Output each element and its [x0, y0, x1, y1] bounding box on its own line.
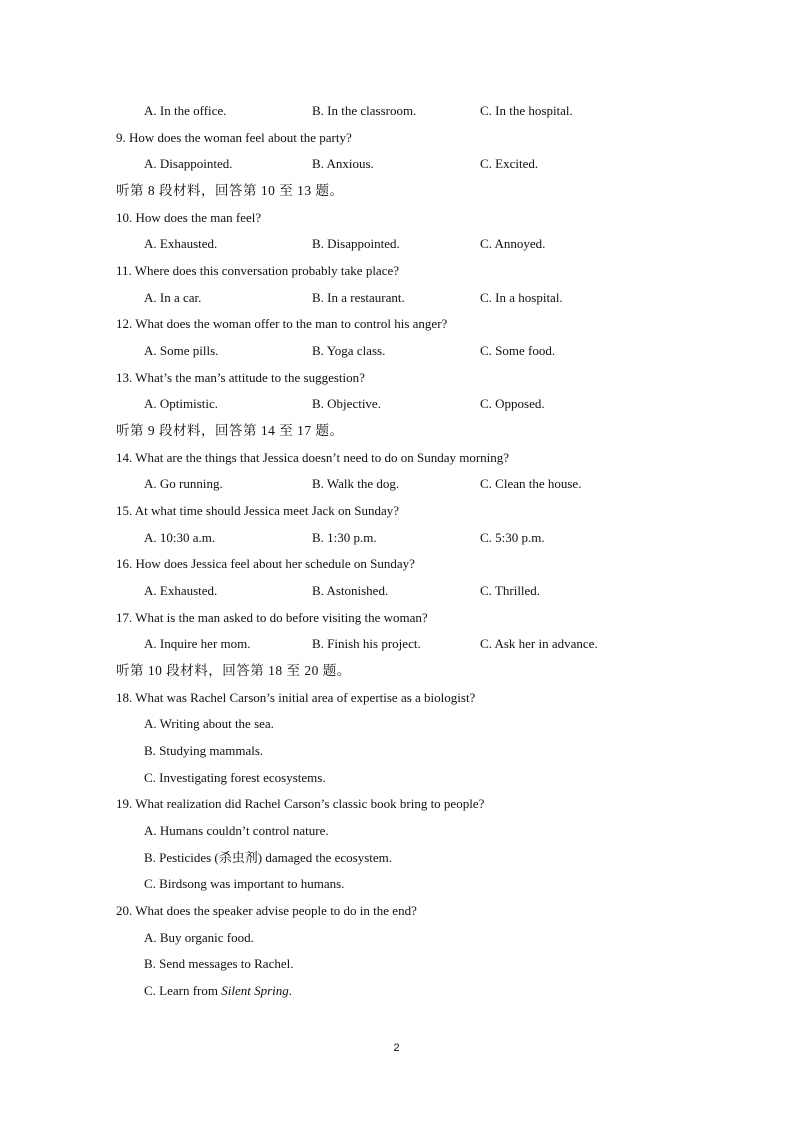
- q14-question: 14. What are the things that Jessica doesn’t need to do on Sunday morning?: [116, 450, 510, 465]
- q17-option-c: C. Ask her in advance.: [480, 636, 598, 651]
- q14-option-a: A. Go running.: [144, 476, 223, 491]
- page-number: 2: [393, 1042, 400, 1054]
- section-8-heading: 听第 8 段材料，回答第 10 至 13 题。: [116, 183, 344, 198]
- q14-option-c: C. Clean the house.: [480, 476, 582, 491]
- q13-option-b: B. Objective.: [312, 396, 381, 411]
- q19-option-b: B. Pesticides (杀虫剂) damaged the ecosystem.: [144, 850, 393, 865]
- q20-option-c-prefix: C. Learn from: [144, 983, 222, 998]
- q13-option-a: A. Optimistic.: [144, 396, 219, 411]
- q8-option-b: B. In the classroom.: [312, 103, 417, 118]
- q11-question: 11. Where does this conversation probably take place?: [116, 263, 400, 278]
- section-9-heading: 听第 9 段材料，回答第 14 至 17 题。: [116, 423, 344, 438]
- q20-option-a: A. Buy organic food.: [144, 930, 254, 945]
- q10-option-c: C. Annoyed.: [480, 236, 546, 251]
- q12-question: 12. What does the woman offer to the man to control his anger?: [116, 316, 448, 331]
- q19-option-c: C. Birdsong was important to humans.: [144, 876, 345, 891]
- q11-option-b: B. In a restaurant.: [312, 290, 405, 305]
- q8-option-c: C. In the hospital.: [480, 103, 573, 118]
- q10-option-a: A. Exhausted.: [144, 236, 218, 251]
- q18-option-c: C. Investigating forest ecosystems.: [144, 770, 326, 785]
- q10-option-b: B. Disappointed.: [312, 236, 400, 251]
- q16-question: 16. How does Jessica feel about her schedule on Sunday?: [116, 556, 415, 571]
- q16-option-b: B. Astonished.: [312, 583, 389, 598]
- q16-option-a: A. Exhausted.: [144, 583, 218, 598]
- q13-option-c: C. Opposed.: [480, 396, 545, 411]
- q16-option-c: C. Thrilled.: [480, 583, 541, 598]
- q17-option-b: B. Finish his project.: [312, 636, 421, 651]
- q11-option-c: C. In a hospital.: [480, 290, 563, 305]
- q17-question: 17. What is the man asked to do before visiting the woman?: [116, 610, 428, 625]
- q11-option-a: A. In a car.: [144, 290, 202, 305]
- book-title-silent-spring: Silent Spring: [221, 983, 289, 998]
- q20-option-b: B. Send messages to Rachel.: [144, 956, 294, 971]
- q12-option-b: B. Yoga class.: [312, 343, 386, 358]
- q15-question: 15. At what time should Jessica meet Jack on Sunday?: [116, 503, 400, 518]
- q10-question: 10. How does the man feel?: [116, 210, 262, 225]
- q17-option-a: A. Inquire her mom.: [144, 636, 251, 651]
- q18-option-a: A. Writing about the sea.: [144, 716, 274, 731]
- q19-question: 19. What realization did Rachel Carson’s classic book bring to people?: [116, 796, 485, 811]
- q9-option-b: B. Anxious.: [312, 156, 374, 171]
- q15-option-a: A. 10:30 a.m.: [144, 530, 216, 545]
- q20-option-c-suffix: .: [288, 983, 293, 998]
- section-10-heading: 听第 10 段材料，回答第 18 至 20 题。: [116, 663, 351, 678]
- q12-option-c: C. Some food.: [480, 343, 556, 358]
- q9-option-c: C. Excited.: [480, 156, 539, 171]
- q19-option-a: A. Humans couldn’t control nature.: [144, 823, 329, 838]
- q20-question: 20. What does the speaker advise people to do in the end?: [116, 903, 417, 918]
- q12-option-a: A. Some pills.: [144, 343, 219, 358]
- q18-question: 18. What was Rachel Carson’s initial area of expertise as a biologist?: [116, 690, 476, 705]
- q20-option-c: [144, 983, 292, 999]
- q15-option-b: B. 1:30 p.m.: [312, 530, 377, 545]
- q15-option-c: C. 5:30 p.m.: [480, 530, 545, 545]
- q8-option-a: A. In the office.: [144, 103, 227, 118]
- q18-option-b: B. Studying mammals.: [144, 743, 264, 758]
- q9-question: 9. How does the woman feel about the party?: [116, 130, 352, 145]
- q13-question: 13. What’s the man’s attitude to the suggestion?: [116, 370, 365, 385]
- q14-option-b: B. Walk the dog.: [312, 476, 400, 491]
- q9-option-a: A. Disappointed.: [144, 156, 233, 171]
